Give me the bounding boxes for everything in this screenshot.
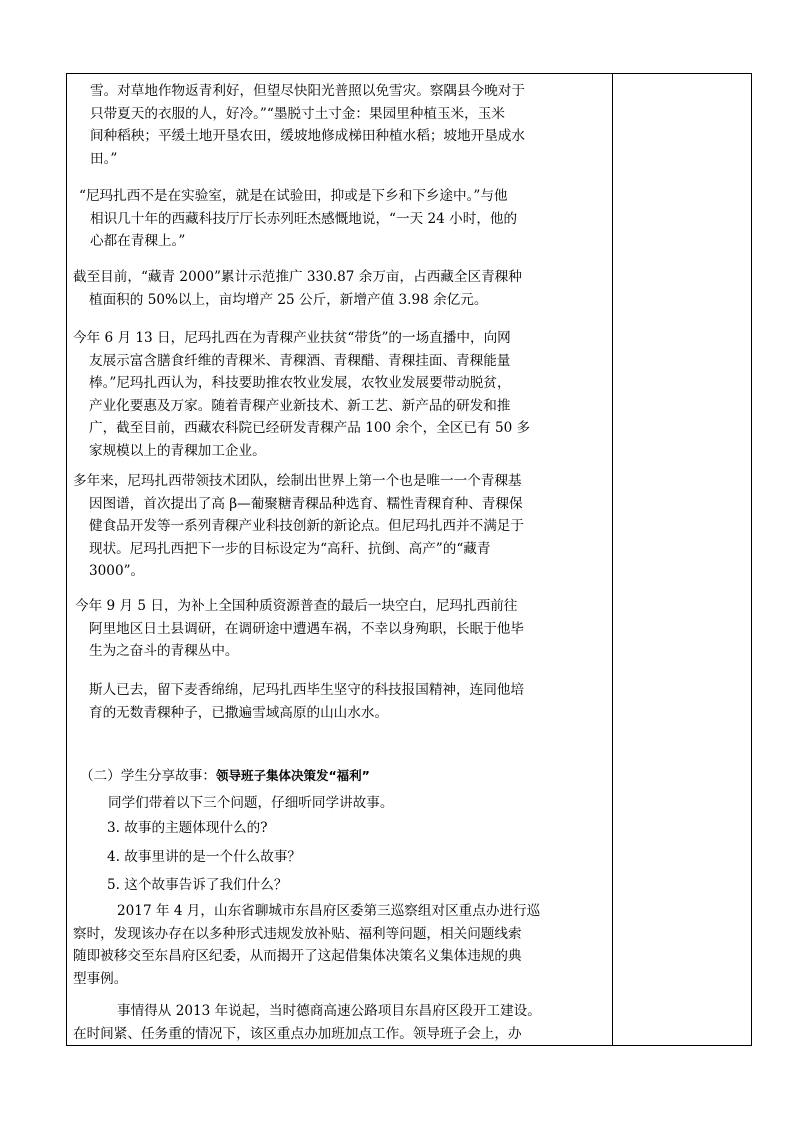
paragraph-2 [79,185,517,253]
paragraph-8 [73,900,540,990]
paragraph-5 [73,470,524,583]
text-line: 随即被移交至东昌府区纪委，从而揭开了这起借集体决策名义集体违规的典 [73,948,522,964]
text-line: 家规模以上的青稞加工企业。 [89,442,266,459]
paragraph-9 [73,1000,541,1045]
section-prefix: （二）学生分享故事： [80,768,216,784]
paragraph-3 [73,266,522,311]
paragraph-4 [73,327,530,462]
paragraph-1 [90,80,525,170]
text-line: 2017 年 4 月，山东省聊城市东昌府区委第三巡察组对区重点办进行巡 [117,903,541,919]
text-line: 友展示富含膳食纤维的青稞米、青稞酒、青稞醋、青稞挂面、青稞能量 [89,352,511,369]
text-line: 间种稻秧；平缓土地开垦农田，缓坡地修成梯田种植水稻；坡地开垦成水 [90,128,525,144]
text-line: 现状。尼玛扎西把下一步的目标设定为“高秆、抗倒、高产”的“藏青 [89,540,491,557]
question-item: 3. 故事的主题体现什么的? [107,820,268,836]
question-item: 4. 故事里讲的是一个什么故事？ [107,849,302,865]
text-line: 雪。对草地作物返青利好，但望尽快阳光普照以免雪灾。察隅县今晚对于 [90,83,525,99]
paragraph-7 [89,679,524,724]
text-line: 相识几十年的西藏科技厅厅长赤列旺杰感慨地说，“一天 24 小时，他的 [90,210,518,227]
text-line: 3000”。 [89,563,145,579]
text-line: 广，截至目前，西藏农科院已经研发青稞产品 100 余个，全区已有 50 多 [89,420,531,436]
text-line: 斯人已去，留下麦香绵绵，尼玛扎西毕生坚守的科技报国精神，连同他培 [89,682,524,698]
question-item: 5. 这个故事告诉了我们什么？ [107,877,288,893]
text-line: 健食品开发等一系列青稞产业科技创新的新论点。但尼玛扎西并不满足于 [89,518,524,534]
lesson-table [66,73,752,1046]
text-line: 察时，发现该办存在以多种形式违规发放补贴、福利等问题，相关问题线索 [73,925,522,942]
column-divider [612,74,613,1045]
text-line: 事情得从 2013 年说起，当时德商高速公路项目东昌府区段开工建设。 [117,1003,541,1019]
section-title: 领导班子集体决策发“福利” [215,768,370,783]
content-cell [67,74,612,1045]
text-line: “尼玛扎西不是在实验室，就是在试验田，抑或是下乡和下乡途中。”与他 [79,188,508,204]
intro-text: 同学们带着以下三个问题，仔细听同学讲故事。 [108,795,394,811]
text-line: 心都在青稞上。” [90,233,186,249]
text-line: 阿里地区日土县调研，在调研途中遭遇车祸，不幸以身殉职，长眠于他毕 [89,620,524,637]
text-line: 今年 9 月 5 日，为补上全国种质资源普查的最后一块空白，尼玛扎西前往 [75,598,518,614]
text-line: 截至目前，“藏青 2000”累计示范推广 330.87 余万亩，占西藏全区青稞种 [73,269,522,285]
text-line: 产业化要惠及万家。随着青稞产业新技术、新工艺、新产品的研发和推 [89,397,511,414]
text-line: 只带夏天的衣服的人，好冷。”“墨脱寸土寸金：果园里种植玉米，玉米 [90,105,505,122]
text-line: 型事例。 [73,970,128,987]
text-line: 今年 6 月 13 日，尼玛扎西在为青稞产业扶贫“带货”的一场直播中，向网 [73,330,511,346]
paragraph-6 [75,595,524,663]
text-line: 在时间紧、任务重的情况下，该区重点办加班加点工作。领导班子会上，办 [73,1025,522,1042]
text-line: 田。” [90,150,118,167]
text-line: 因图谱，首次提出了高 β—葡聚糖青稞品种选育、糯性青稞育种、青稞保 [89,495,523,512]
text-line: 育的无数青稞种子，已撒遍雪域高原的山山水水。 [89,704,389,721]
section-heading [80,765,370,787]
text-line: 多年来，尼玛扎西带领技术团队，绘制出世界上第一个也是唯一一个青稞基 [73,473,522,489]
text-line: 生为之奋斗的青稞丛中。 [89,643,239,659]
text-line: 棒。”尼玛扎西认为，科技要助推农牧业发展，农牧业发展要带动脱贫， [89,375,511,391]
text-line: 植面积的 50%以上，亩均增产 25 公斤，新增产值 3.98 余亿元。 [89,291,488,308]
